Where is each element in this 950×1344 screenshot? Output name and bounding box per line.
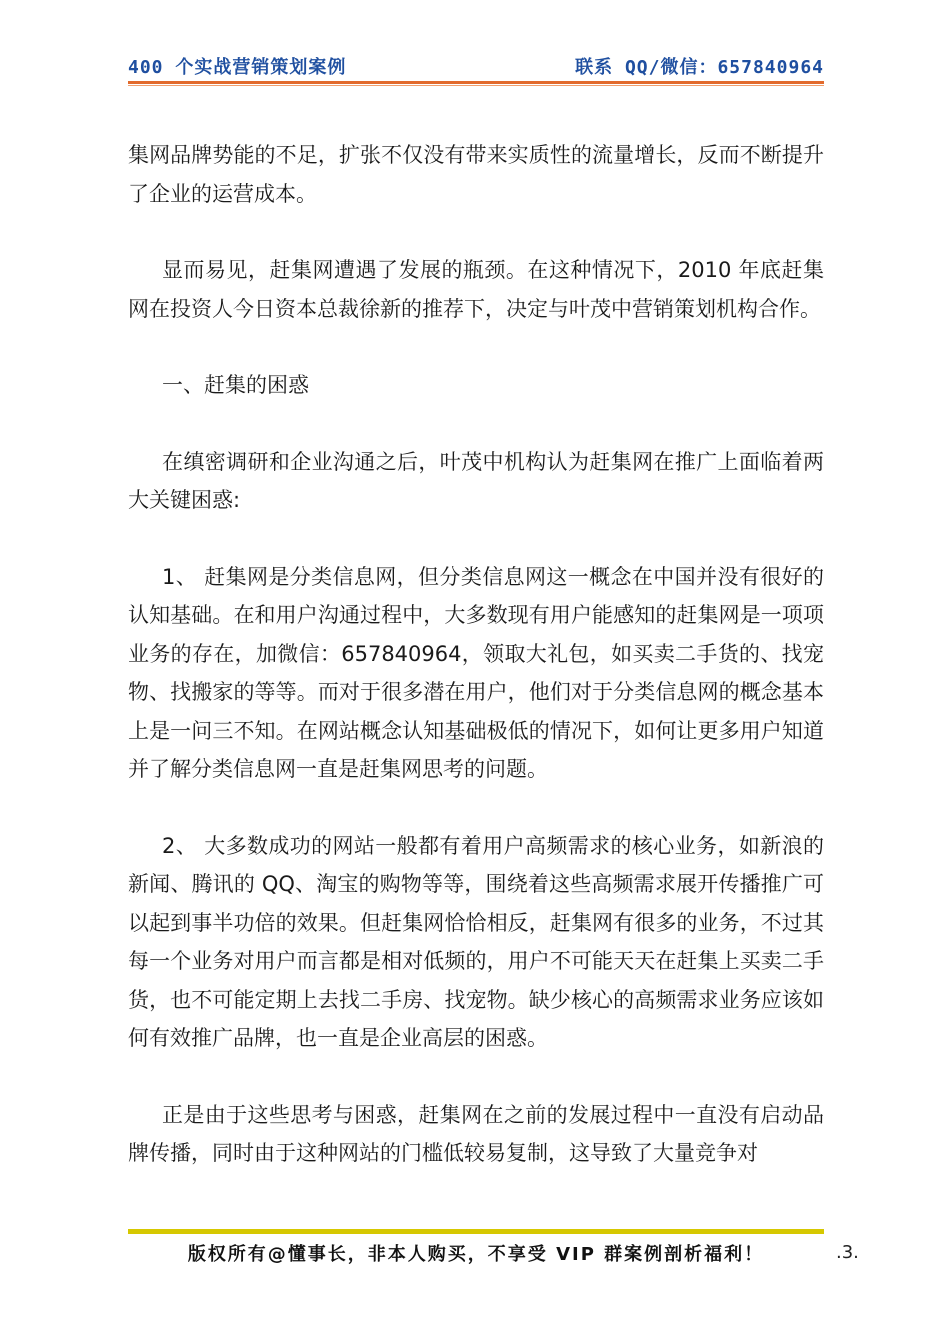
page-number: .3. [836, 1242, 859, 1263]
header-rule [128, 81, 824, 84]
paragraph-point-2: 2、 大多数成功的网站一般都有着用户高频需求的核心业务，如新浪的新闻、腾讯的 QQ、淘宝的购物等等，围绕着这些高频需求展开传播推广可以起到事半功倍的效果。但赶集网恰恰相反，赶集网有很多的业务，不过其每一个业务对用户而言都是相对低频的，用户不可能天天在赶集上买卖二手货，也不可能定期上去找二手房、找宠物。缺少核心的高频需求业务应该如何有效推广品牌，也一直是企业高层的困惑。 [128, 833, 824, 1050]
paragraph-continuation: 集网品牌势能的不足，扩张不仅没有带来实质性的流量增长，反而不断提升了企业的运营成本。 [128, 143, 824, 206]
page-header [128, 53, 824, 81]
section-heading: 一、赶集的困惑 [162, 373, 309, 397]
header-contact: 联系 QQ/微信：657840964 [575, 57, 824, 78]
paragraph-point-1: 1、 赶集网是分类信息网，但分类信息网这一概念在中国并没有很好的认知基础。在和用户沟通过程中，大多数现有用户能感知的赶集网是一项项业务的存在，加微信：657840964，领取大礼包，如买卖二手货的、找宠物、找搬家的等等。而对于很多潜在用户，他们对于分类信息网的概念基本上是一问三不知。在网站概念认知基础极低的情况下，如何让更多用户知道并了解分类信息网一直是赶集网思考的问题。 [128, 564, 824, 781]
paragraph-conclusion: 正是由于这些思考与困惑，赶集网在之前的发展过程中一直没有启动品牌传播，同时由于这种网站的门槛低较易复制，这导致了大量竞争对 [128, 1102, 824, 1165]
footer-copyright: 版权所有@懂事长，非本人购买，不享受 VIP 群案例剖析福利！ [187, 1244, 765, 1265]
document-body [128, 136, 824, 1211]
paragraph-two-confusions: 在缜密调研和企业沟通之后，叶茂中机构认为赶集网在推广上面临着两大关键困惑: [128, 449, 824, 512]
footer-rule [128, 1229, 824, 1234]
header-title: 400 个实战营销策划案例 [128, 57, 347, 78]
paragraph-bottleneck: 显而易见，赶集网遭遇了发展的瓶颈。在这种情况下，2010 年底赶集网在投资人今日资本总裁徐新的推荐下，决定与叶茂中营销策划机构合作。 [128, 258, 824, 321]
header-rule-thin [128, 85, 824, 86]
